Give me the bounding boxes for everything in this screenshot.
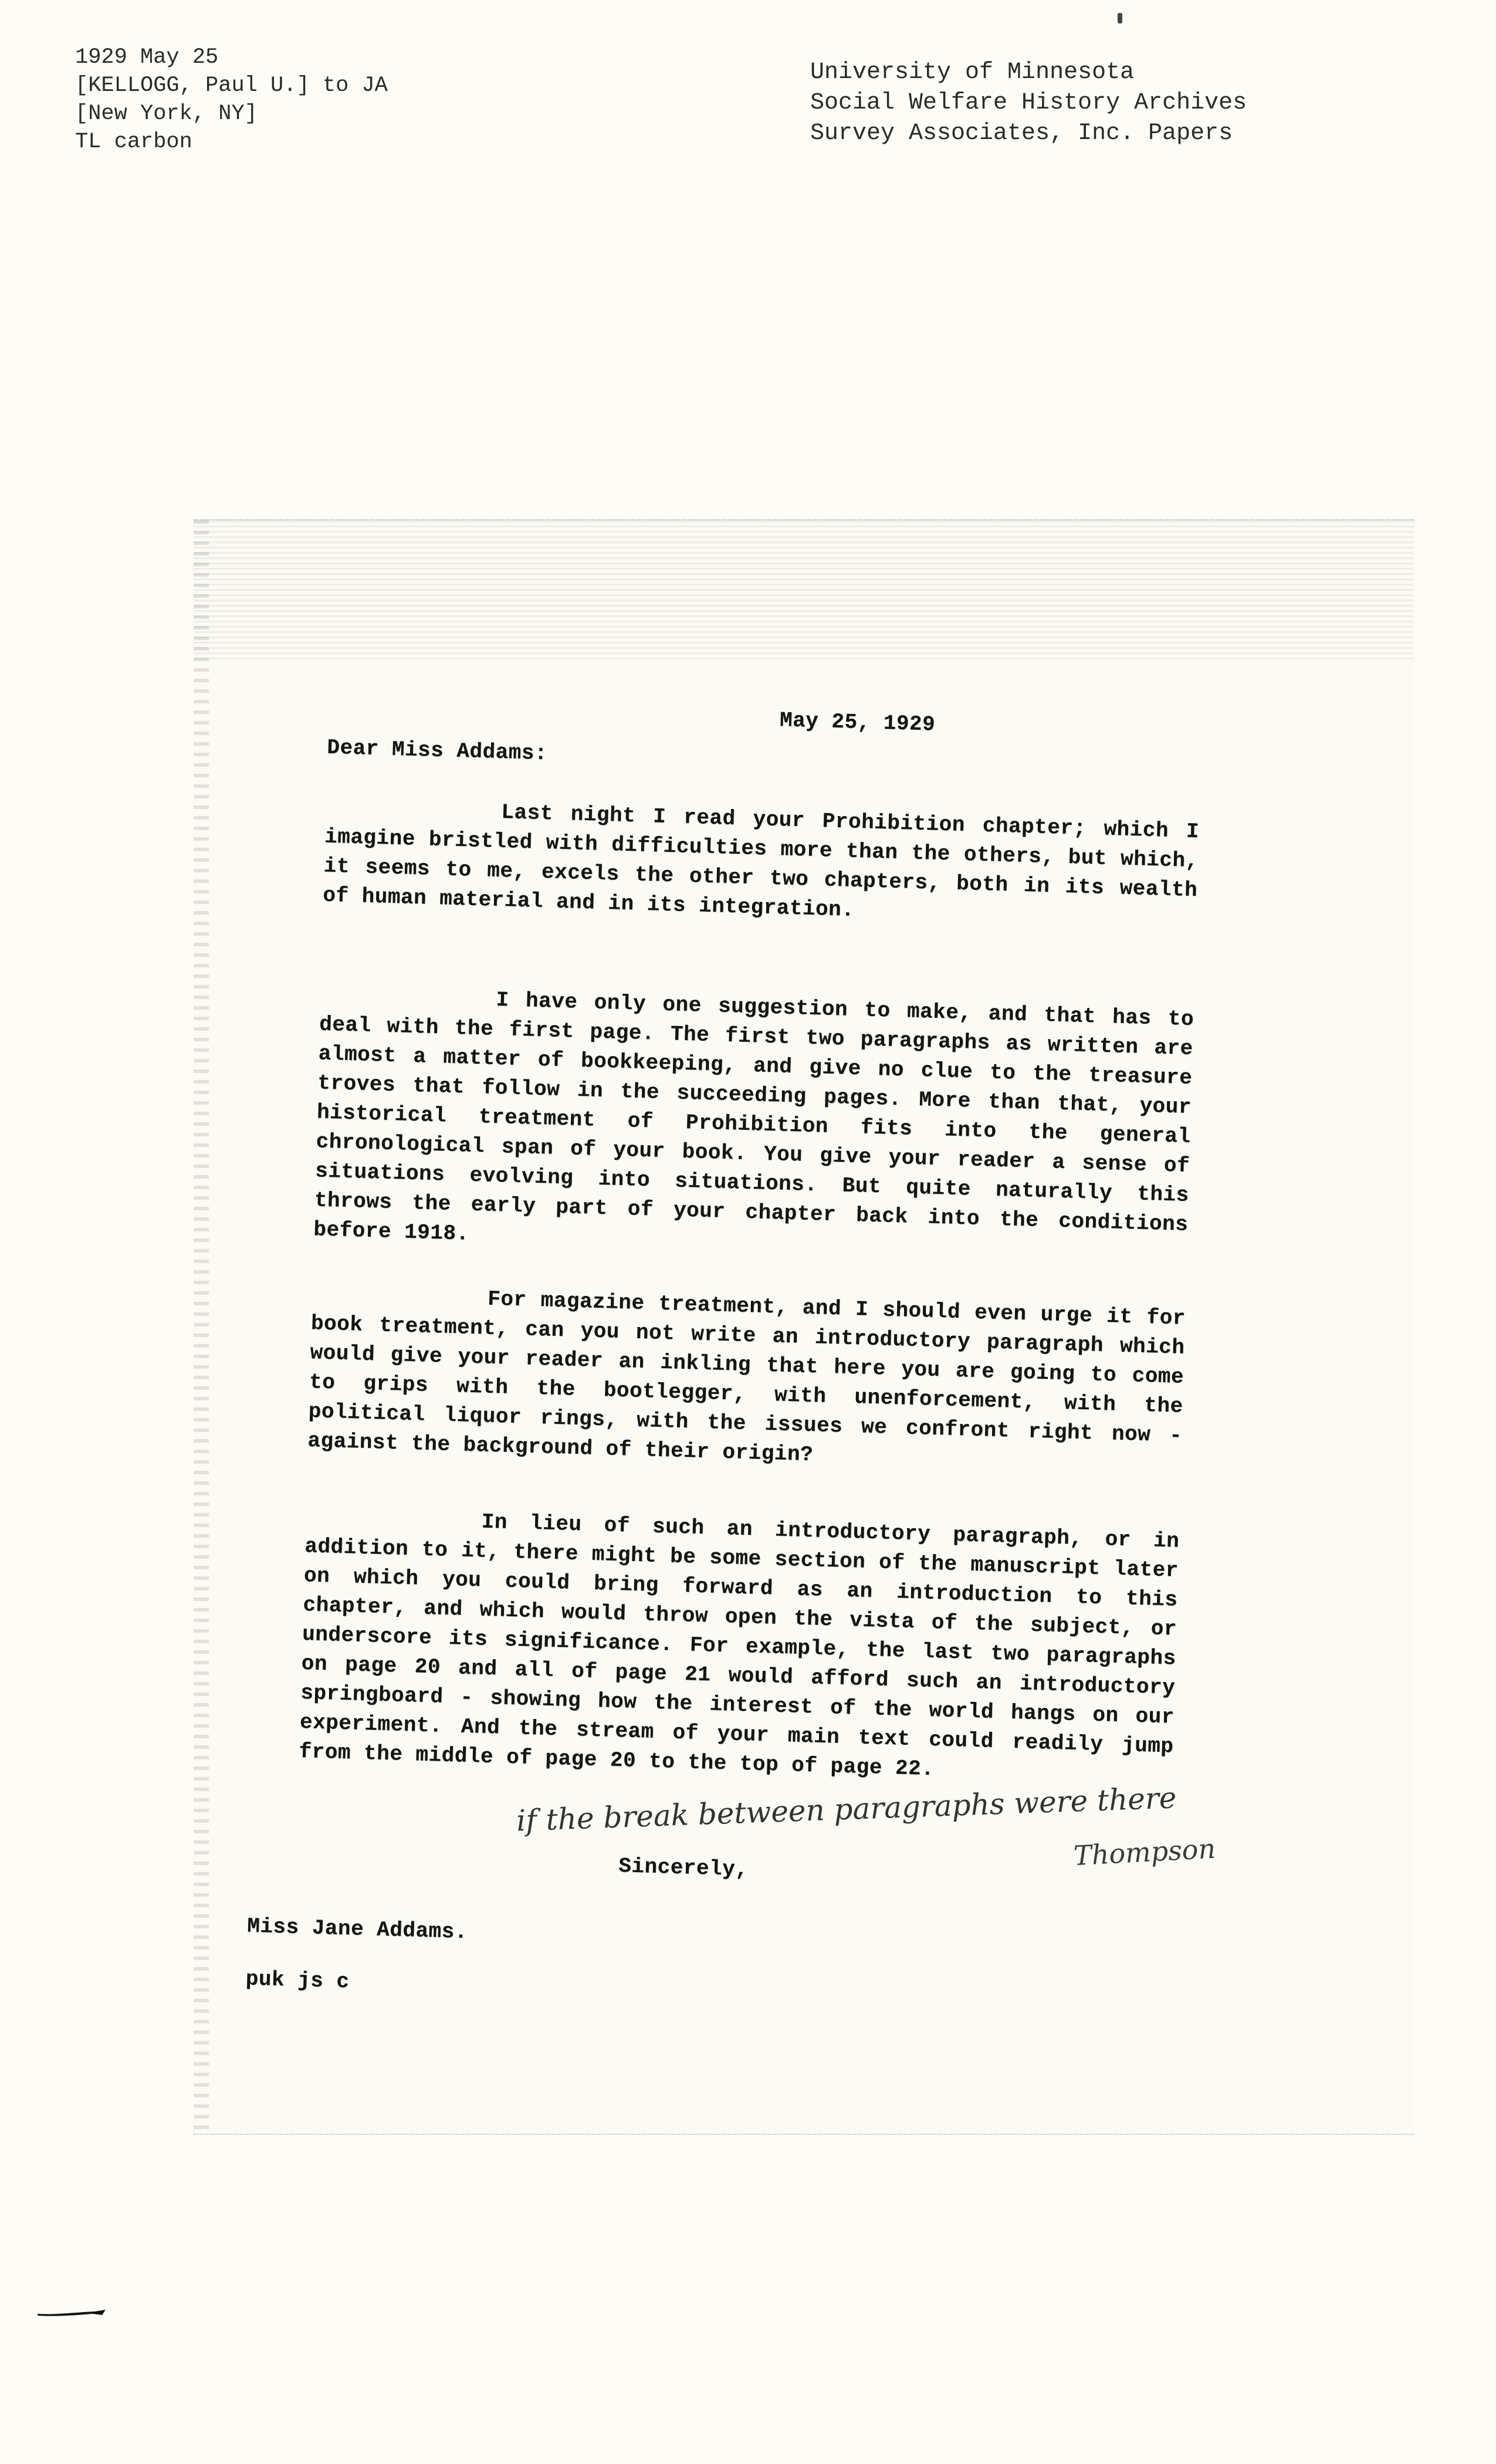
- archive-source: [810, 57, 1247, 149]
- letter-paragraph: I have only one suggestion to make, and that has to deal with the first page. The first two paragraphs as written are almost a matter of bookkeeping, and give no clue to the treasure troves that follow in the succeeding pages. More than that, your historical treatment of Prohibition fits into the general chronological span of your book. You give your reader a sense of situations evolving into situations. But quite naturally this throws the early part of your chapter back into the conditions before 1918.: [313, 987, 1194, 1246]
- archive-name: Social Welfare History Archives: [810, 90, 1247, 116]
- letter-closing: Sincerely,: [618, 1854, 749, 1882]
- catalog-date: 1929 May 25: [75, 45, 219, 70]
- letter-salutation: Dear Miss Addams:: [326, 735, 548, 766]
- letter-date: May 25, 1929: [779, 708, 936, 737]
- handwritten-signature: Thompson: [1072, 1832, 1217, 1872]
- ink-speck: [1118, 13, 1122, 23]
- catalog-correspondents: [KELLOGG, Paul U.] to JA: [75, 73, 388, 98]
- handwritten-annotation: if the break between paragraphs were there: [516, 1781, 1177, 1838]
- archive-collection: Survey Associates, Inc. Papers: [810, 120, 1233, 147]
- catalog-place: [New York, NY]: [75, 101, 258, 126]
- letter-paragraph: For magazine treatment, and I should even urge it for book treatment, can you not write an introductory paragraph which would give your reader an inkling that here you are going to come to grips with the bootlegger, with unenforcement, with the political liquor rings, with the issues we confront right now - against the background of their origin?: [307, 1287, 1186, 1467]
- catalog-format: TL carbon: [75, 130, 192, 154]
- margin-ink-mark: [36, 2307, 107, 2317]
- letter-paragraph: Last night I read your Prohibition chapter; which I imagine bristled with difficulties more than the others, but which, it seems to me, excels the other two chapters, both in its wealth of human material and in its integration.: [322, 800, 1200, 922]
- letter-recipient: Miss Jane Addams.: [246, 1914, 468, 1945]
- catalog-header-left: [75, 43, 388, 156]
- archive-university: University of Minnesota: [810, 59, 1135, 86]
- reference-initials: puk js c: [245, 1967, 350, 1994]
- letter-paragraph: In lieu of such an introductory paragraph, or in addition to it, there might be some section of the manuscript later on which you could bring forward as an introduction to this chapter, and which would throw open the vista of the subject, or underscore its significance. For example, the last two paragraphs on page 20 and all of page 21 would afford such an introductory springboard - showing how the interest of the world hangs on our experiment. And the stream of your main text could readily jump from the middle of page 20 to the top of page 22.: [299, 1509, 1180, 1782]
